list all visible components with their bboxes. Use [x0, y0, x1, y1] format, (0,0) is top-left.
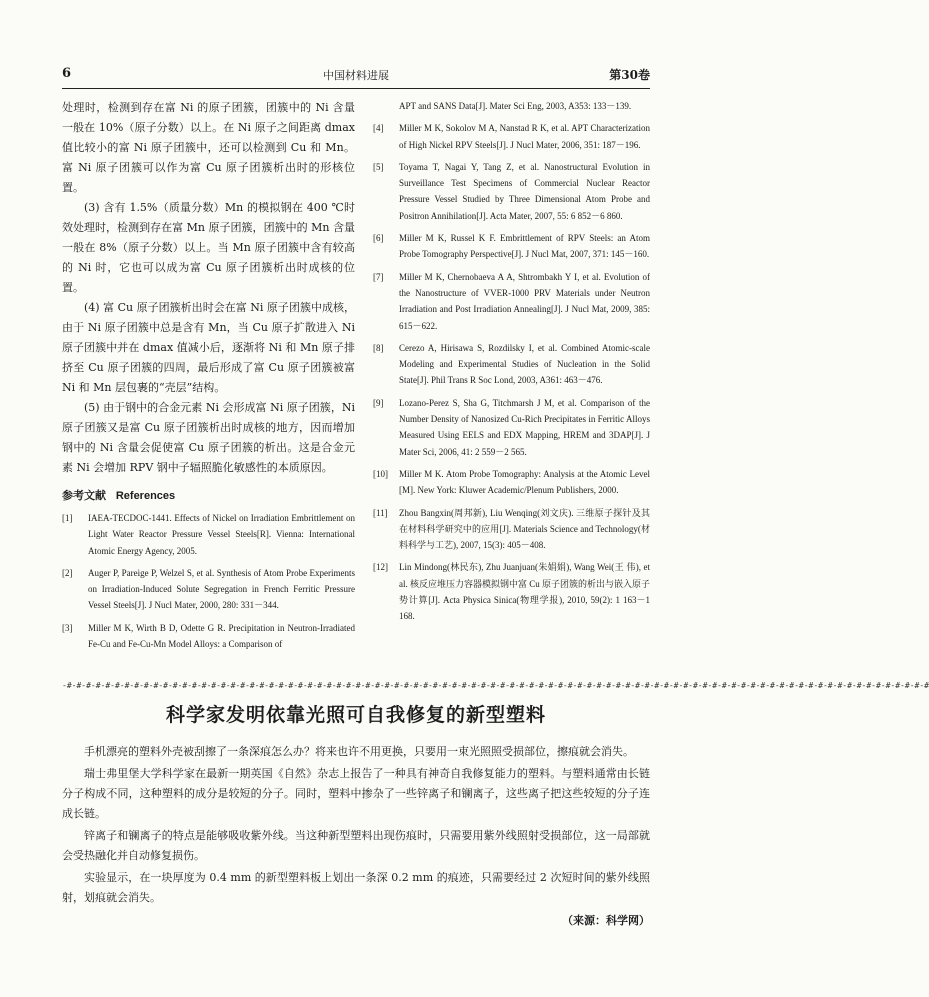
ornamental-divider: -#-#-#-#-#-#-#-#-#-#-#-#-#-#-#-#-#-#-#-#-#-#-#-#-#-#-#-#-#-#-#-#-#-#-#-#-#-#-#-#-#-#-#-#-#-#-#-#-#-#-#-#-#-#-#-#-#-#-#-#-#-#-#-#-#-#-#-#-#-#-#-#-#-#-#-#-#-#-#-#-#-#-#-#-#-#-#-#-#-# [62, 681, 929, 690]
body-paragraph: 处理时，检测到存在富 Ni 的原子团簇，团簇中的 Ni 含量一般在 10%（原子分数）以上。在 Ni 原子之间距离 dmax 值比较小的富 Ni 原子团簇中，还可以检测到 Cu 和 Mn。富 Ni 原子团簇可以作为富 Cu 原子团簇析出时的形核位置。 [62, 101, 355, 194]
news-paragraph: 锌离子和镧离子的特点是能够吸收紫外线。当这种新型塑料出现伤痕时，只需要用紫外线照射受损部位，这一局部就会受热融化并自动修复损伤。 [62, 829, 650, 862]
reference-text: APT and SANS Data[J]. Mater Sci Eng, 2003, A353: 133－139. [399, 101, 632, 111]
reference-item [62, 565, 355, 614]
reference-number: [5] [373, 161, 384, 172]
page-header [62, 66, 650, 86]
reference-item [373, 505, 650, 554]
reference-number: [10] [373, 468, 388, 479]
left-column [62, 98, 355, 658]
reference-text: Cerezo A, Hirisawa S, Rozdilsky I, et al. Combined Atomic-scale Modeling and Experimental Studies of Nucleation in the Solid State[J]. Phil Trans R Soc Lond, 2003, A361: 463－476. [399, 342, 650, 386]
reference-number: [8] [373, 342, 384, 353]
references-heading-cn: 参考文献 [62, 489, 106, 502]
body-paragraph: (3) 含有 1.5%（质量分数）Mn 的模拟钢在 400 ℃时效处理时，检测到存在富 Mn 原子团簇，团簇中的 Mn 含量一般在 8%（原子分数）以上。当 Mn 原子团簇中含有较高的 Ni 时，它也可以成为富 Cu 原子团簇析出时成核的位置。 [62, 201, 355, 294]
reference-item [373, 559, 650, 624]
reference-text: Lozano-Perez S, Sha G, Titchmarsh J M, et al. Comparison of the Number Density of Nanosized Cu-Rich Precipitates in Ferritic Alloys Measured Using EELS and EDX Mapping, HREM and 3DAP[J]. J Mater Sci, 2006, 41: 2 559－2 565. [399, 397, 650, 457]
reference-item [373, 395, 650, 460]
reference-text: Miller M K, Chernobaeva A A, Shtrombakh Y I, et al. Evolution of the Nanostructure of VVER-1000 PRV Materials under Neutron Irradiation and Post Irradiation Annealing[J]. J Nucl Mat, 2009, 385: 615－622. [399, 271, 650, 331]
reference-text: Miller M K, Sokolov M A, Nanstad R K, et al. APT Characterization of High Nickel RPV Steels[J]. J Nucl Mater, 2006, 351: 187－196. [399, 123, 650, 150]
header-rule [62, 88, 650, 89]
reference-number: [12] [373, 562, 388, 573]
news-paragraph: 瑞士弗里堡大学科学家在最新一期英国《自然》杂志上报告了一种具有神奇自我修复能力的塑料。与塑料通常由长链分子构成不同，这种塑料的成分是较短的分子。同时，塑料中掺杂了一些锌离子和镧离子，这些离子把这些较短的分子连成长链。 [62, 767, 650, 820]
reference-text: Toyama T, Nagai Y, Tang Z, et al. Nanostructural Evolution in Surveillance Test Specimens of Commercial Nuclear Reactor Pressure Vessel Studied by Three Dimensional Atom Probe and Positron Annihilation[J]. Acta Mater, 2007, 55: 6 852－6 860. [399, 161, 650, 221]
reference-number: [3] [62, 622, 73, 633]
reference-number: [11] [373, 507, 388, 518]
news-body [62, 742, 650, 928]
reference-text: IAEA-TECDOC-1441. Effects of Nickel on Irradiation Embrittlement on Light Water Reactor Pressure Vessel Steels[R]. Vienna: International Atomic Energy Agency, 2005. [88, 513, 355, 556]
reference-text: Lin Mindong(林民东), Zhu Juanjuan(朱娟娟), Wang Wei(王 伟), et al. 核反应堆压力容器模拟钢中富 Cu 原子团簇的析出与嵌入原子势计算[J]. Acta Physica Sinica(物理学报), 2010, 59(2): 1 163－1 168. [399, 562, 650, 622]
page-number: 6 [62, 66, 72, 81]
reference-number: [9] [373, 397, 384, 408]
reference-item [373, 340, 650, 389]
reference-number: [2] [62, 567, 73, 578]
body-paragraph: (4) 富 Cu 原子团簇析出时会在富 Ni 原子团簇中成核，由于 Ni 原子团簇中总是含有 Mn，当 Cu 原子扩散进入 Ni 原子团簇中并在 dmax 值减小后，逐渐将 Ni 和 Mn 原子排挤至 Cu 原子团簇的四周，最后形成了富 Cu 原子团簇被富 Ni 和 Mn 层包裹的“壳层”结构。 [62, 301, 355, 394]
reference-continuation [373, 98, 650, 114]
right-column [373, 98, 650, 631]
reference-text: Miller M K, Wirth B D, Odette G R. Precipitation in Neutron-Irradiated Fe-Cu and Fe-Cu-Mn Model Alloys: a Comparison of [88, 622, 355, 650]
reference-item [62, 620, 355, 653]
reference-text: Miller M K, Russel K F. Embrittlement of RPV Steels: an Atom Probe Tomography Perspective[J]. J Nucl Mat, 2007, 371: 145－160. [399, 233, 650, 260]
reference-text: Miller M K. Atom Probe Tomography: Analysis at the Atomic Level [M]. New York: Kluwer Academic/Plenum Publishers, 2000. [399, 468, 650, 496]
reference-item [62, 510, 355, 559]
body-paragraph: (5) 由于钢中的合金元素 Ni 会形成富 Ni 原子团簇，Ni 原子团簇又是富 Cu 原子团簇析出时成核的地方，因而增加钢中的 Ni 含量会促使富 Cu 原子团簇的析出。这是合金元素 Ni 会增加 RPV 钢中子辐照脆化敏感性的本质原因。 [62, 401, 355, 474]
references-heading-en: References [115, 490, 176, 502]
reference-number: [1] [62, 513, 73, 523]
journal-name: 中国材料进展 [323, 69, 389, 82]
reference-item [373, 269, 650, 334]
news-paragraph: 手机漂亮的塑料外壳被刮擦了一条深痕怎么办？将来也许不用更换，只要用一束光照照受损部位，擦痕就会消失。 [84, 745, 634, 758]
reference-item [373, 120, 650, 153]
reference-text: Auger P, Pareige P, Welzel S, et al. Synthesis of Atom Probe Experiments on Irradiation-Induced Solute Segregation in French Ferritic Pressure Vessel Steels[J]. J Nucl Mater, 2000, 280: 331－344. [88, 567, 355, 611]
news-source: （来源：科学网） [562, 914, 650, 927]
reference-number: [6] [373, 233, 384, 244]
reference-text: Zhou Bangxin(周邦新), Liu Wenqing(刘文庆). 三维原子探针及其在材料科学研究中的应用[J]. Materials Science and Technology(材料科学与工艺), 2007, 15(3): 405－408. [399, 507, 650, 551]
references-heading [62, 488, 355, 504]
volume-label: 第30卷 [609, 68, 650, 82]
reference-item [373, 159, 650, 224]
reference-item [373, 466, 650, 499]
news-paragraph: 实验显示，在一块厚度为 0.4 mm 的新型塑料板上划出一条深 0.2 mm 的痕迹，只需要经过 2 次短时间的紫外线照射，划痕就会消失。 [62, 871, 650, 904]
reference-number: [4] [373, 123, 384, 134]
reference-number: [7] [373, 271, 384, 282]
reference-item [373, 230, 650, 263]
news-title: 科学家发明依靠光照可自我修复的新型塑料 [165, 704, 546, 726]
